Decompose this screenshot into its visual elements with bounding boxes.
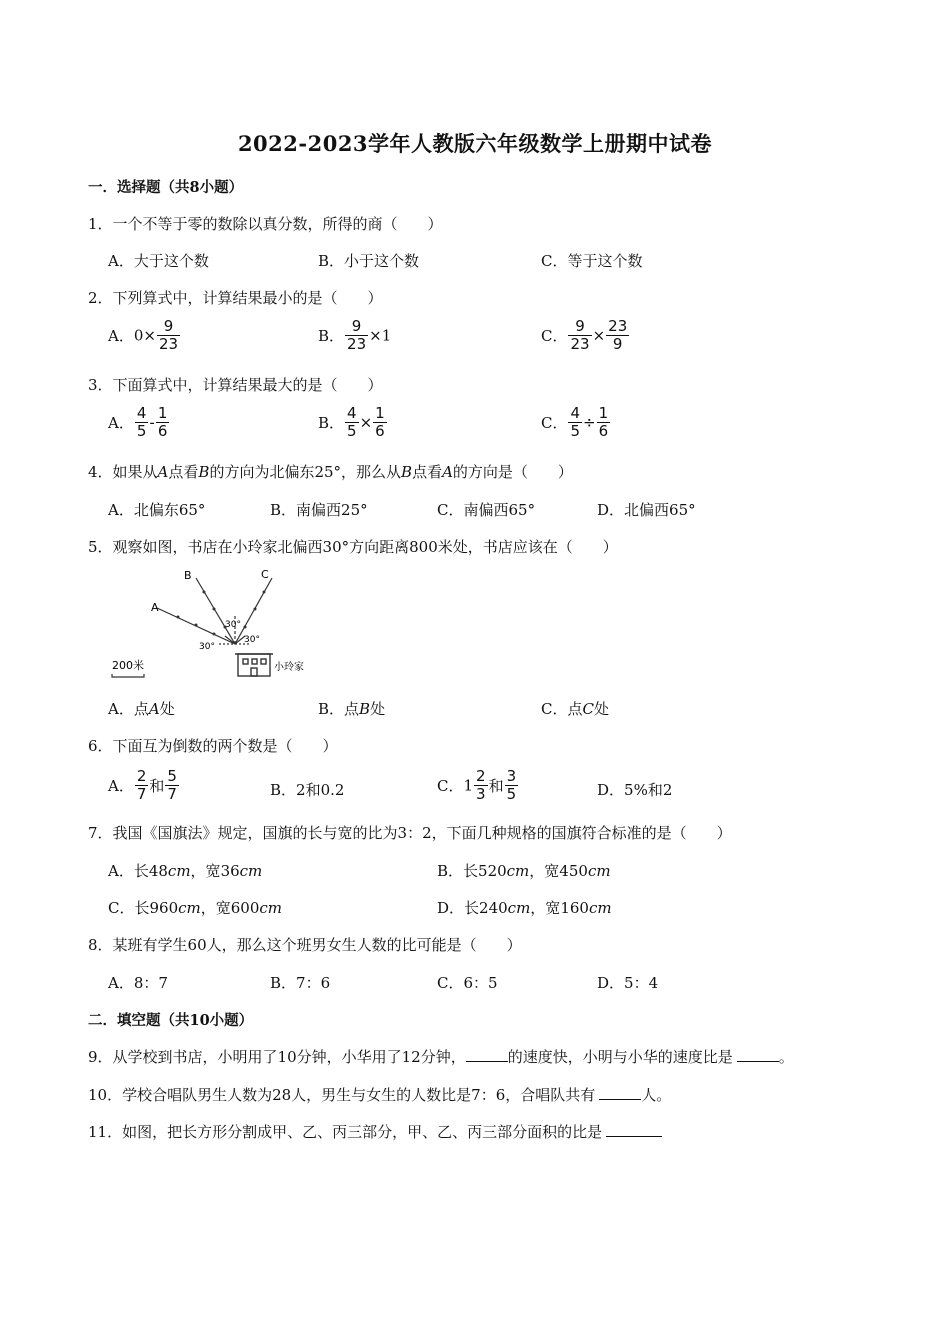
section-heading-choice: 一．选择题（共8小题） xyxy=(88,179,244,196)
fraction: $\frac{2}{7}$ xyxy=(136,767,147,803)
label-c: C xyxy=(261,568,269,581)
q8-option-d: D．5：4 xyxy=(597,974,659,992)
q4-option-d: D．北偏西65° xyxy=(597,501,696,519)
question-4-stem: 4．如果从A点看B的方向为北偏东25°，那么从B点看A的方向是（ ） xyxy=(88,463,573,481)
q3-option-c: C． $\frac{4}{5}$ ÷ $\frac{1}{6}$ xyxy=(541,404,609,440)
fraction: $\frac{9}{23}$ xyxy=(347,317,367,353)
q8-option-b: B．7：6 xyxy=(270,974,331,992)
fraction: $\frac{9}{23}$ xyxy=(158,317,179,353)
fraction: $\frac{3}{5}$ xyxy=(506,767,517,803)
question-10: 10．学校合唱队男生人数为28人，男生与女生的人数比是7：6，合唱队共有 人。 xyxy=(88,1086,672,1104)
fraction: $\frac{4}{5}$ xyxy=(570,404,581,440)
fraction: $\frac{1}{6}$ xyxy=(375,404,385,440)
q7-option-d: D．长240cm，宽160cm xyxy=(437,899,612,917)
q5-option-c: C．点C处 xyxy=(541,700,609,718)
question-1-stem: 1．一个不等于零的数除以真分数，所得的商（ ） xyxy=(88,215,443,233)
q7-option-b: B．长520cm，宽450cm xyxy=(437,862,611,880)
answer-blank[interactable] xyxy=(606,1136,662,1137)
q4-option-c: C．南偏西65° xyxy=(437,501,536,519)
q6-option-d: D．5%和2 xyxy=(597,781,673,799)
fraction: $\frac{4}{5}$ xyxy=(347,404,357,440)
q4-option-b: B．南偏西25° xyxy=(270,501,368,519)
q4-option-a: A．北偏东65° xyxy=(108,501,206,519)
fraction: $\frac{1}{6}$ xyxy=(157,404,168,440)
answer-blank[interactable] xyxy=(466,1061,508,1062)
line-to-b xyxy=(196,578,235,644)
q3-option-a: A． $\frac{4}{5}$ - $\frac{1}{6}$ xyxy=(108,404,168,440)
home-icon xyxy=(235,654,273,676)
question-8-stem: 8．某班有学生60人，那么这个班男女生人数的比可能是（ ） xyxy=(88,936,522,954)
label-b: B xyxy=(184,569,192,582)
question-11: 11．如图，把长方形分割成甲、乙、丙三部分，甲、乙、丙三部分面积的比是 xyxy=(88,1121,662,1142)
angle-label-1: 30° xyxy=(225,620,241,630)
q8-option-a: A．8：7 xyxy=(108,974,168,992)
q7-option-a: A．长48cm，宽36cm xyxy=(108,862,263,880)
page-title: 2022-2023学年人教版六年级数学上册期中试卷 xyxy=(237,131,713,156)
answer-blank[interactable] xyxy=(599,1099,641,1100)
answer-blank[interactable] xyxy=(737,1061,779,1062)
q6-option-b: B．2和0.2 xyxy=(270,781,345,799)
section-heading-fill: 二．填空题（共10小题） xyxy=(88,1012,254,1029)
fraction: $\frac{1}{6}$ xyxy=(598,404,609,440)
question-7-stem: 7．我国《国旗法》规定，国旗的长与宽的比为3：2，下面几种规格的国旗符合标准的是（ ） xyxy=(88,824,732,842)
scale-label: 200米 xyxy=(112,659,144,672)
angle-label-3: 30° xyxy=(199,642,215,652)
question-3-stem: 3．下面算式中，计算结果最大的是（ ） xyxy=(88,376,383,394)
q7-option-c: C．长960cm，宽600cm xyxy=(108,899,283,917)
q2-option-a: A．0× $\frac{9}{23}$ xyxy=(108,317,179,353)
direction-figure xyxy=(104,564,324,688)
q8-option-c: C．6：5 xyxy=(437,974,498,992)
q1-option-b: B．小于这个数 xyxy=(318,252,420,270)
q1-option-a: A．大于这个数 xyxy=(108,252,209,270)
q1-option-c: C．等于这个数 xyxy=(541,252,643,270)
q2-option-c: C． $\frac{9}{23}$ × $\frac{23}{9}$ xyxy=(541,317,628,353)
fraction: $\frac{5}{7}$ xyxy=(167,767,177,803)
q3-option-b: B． $\frac{4}{5}$ × $\frac{1}{6}$ xyxy=(318,404,385,440)
scale-bar xyxy=(112,674,144,677)
q5-option-b: B．点B处 xyxy=(318,700,386,718)
fraction: $\frac{4}{5}$ xyxy=(136,404,147,440)
label-a: A xyxy=(151,601,159,614)
fraction: $\frac{23}{9}$ xyxy=(608,317,628,353)
fraction: $\frac{9}{23}$ xyxy=(570,317,590,353)
q6-option-a: A． $\frac{2}{7}$ 和 $\frac{5}{7}$ xyxy=(108,767,177,803)
question-9: 9．从学校到书店，小明用了10分钟，小华用了12分钟， 的速度快，小明与小华的速度比是 。 xyxy=(88,1048,794,1066)
question-5-stem: 5．观察如图，书店在小玲家北偏西30°方向距离800米处，书店应该在（ ） xyxy=(88,538,618,556)
fraction: $\frac{2}{3}$ xyxy=(476,767,486,803)
q5-option-a: A．点A处 xyxy=(108,700,175,718)
angle-label-2: 30° xyxy=(244,635,260,645)
q2-option-b: B． $\frac{9}{23}$ ×1 xyxy=(318,317,392,353)
q6-option-c: C．1 $\frac{2}{3}$ 和 $\frac{3}{5}$ xyxy=(437,767,517,803)
question-6-stem: 6．下面互为倒数的两个数是（ ） xyxy=(88,737,338,755)
question-2-stem: 2．下列算式中，计算结果最小的是（ ） xyxy=(88,289,383,307)
home-label: 小玲家 xyxy=(274,662,304,673)
